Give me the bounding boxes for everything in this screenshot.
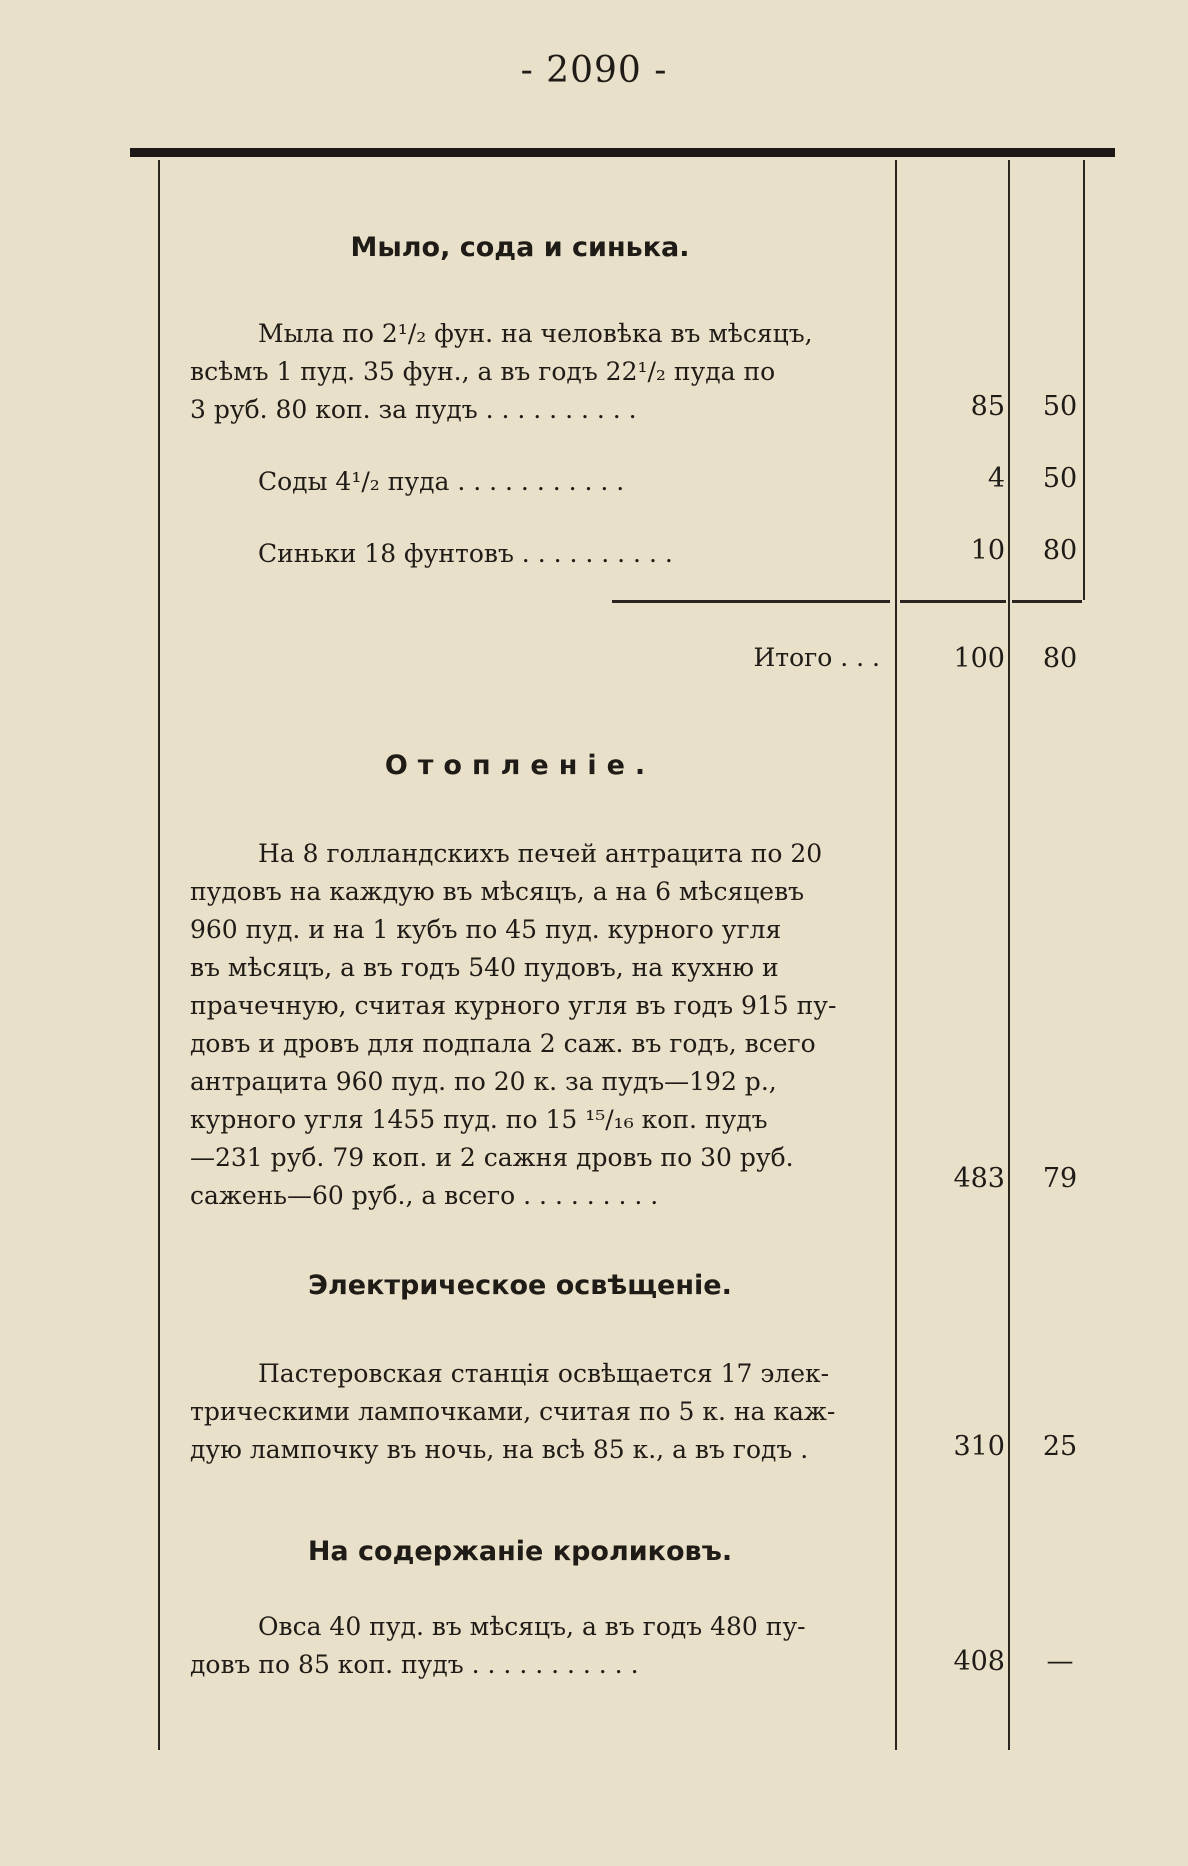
soap-item-2-text: Соды 4¹/₂ пуда . . . . . . . . . . .	[258, 467, 625, 496]
page-number: - 2090 -	[520, 50, 668, 91]
subtotal-rule-rub	[900, 600, 1006, 603]
heating-rub: 483	[953, 1163, 1005, 1194]
lighting-kop: 25	[1042, 1431, 1078, 1462]
section-title-soap: Мыло, сода и синька.	[350, 232, 690, 263]
section-title-lighting: Электрическое освѣщеніе.	[308, 1270, 732, 1301]
soap-item-2-rub: 4	[987, 463, 1005, 494]
soap-item-1-kop: 50	[1042, 391, 1078, 422]
rub-column-right-border	[1008, 160, 1010, 1750]
soap-item-1-text: Мыла по 2¹/₂ фун. на человѣка въ мѣсяцъ, всѣмъ 1 пуд. 35 фун., а въ годъ 22¹/₂ пуда по 3 руб. 80 коп. за пудъ . . . . . . . . . .	[190, 319, 813, 424]
section-title-rabbits: На содержаніе кроликовъ.	[307, 1536, 733, 1567]
section-title-heating: Отопленіе.	[384, 750, 656, 781]
soap-item-3-kop: 80	[1042, 535, 1078, 566]
subtotal-rule	[612, 600, 890, 603]
rabbits-text: Овса 40 пуд. въ мѣсяцъ, а въ годъ 480 пу- довъ по 85 коп. пудъ . . . . . . . . . . .	[190, 1612, 806, 1679]
rabbits-rub: 408	[953, 1646, 1005, 1677]
soap-item-1-rub: 85	[970, 391, 1005, 422]
lighting-rub: 310	[953, 1431, 1005, 1462]
heating-text: На 8 голландскихъ печей антрацита по 20 пудовъ на каждую въ мѣсяцъ, а на 6 мѣсяцевъ 960 пуд. и на 1 кубъ по 45 пуд. курного угля въ мѣсяцъ, а въ годъ 540 пудовъ, на кухню и прачечную, считая курного угля въ годъ 915 пу- довъ и дровъ для подпала 2 саж. въ годъ, всего антрацита 960 пуд. по 20 к. за пудъ—192 р., курного угля 1455 пуд. по 15 ¹⁵/₁₆ коп. пудъ —231 руб. 79 коп. и 2 сажня дровъ по 30 руб. сажень—60 руб., а всего . . . . . . . . .	[190, 839, 837, 1210]
left-border	[158, 160, 160, 1750]
rub-column-left-border	[895, 160, 897, 1750]
soap-item-3-rub: 10	[970, 535, 1005, 566]
soap-item-2-kop: 50	[1042, 463, 1078, 494]
soap-total-kop: 80	[1042, 643, 1078, 674]
right-border	[1083, 160, 1085, 600]
soap-item-3-text: Синьки 18 фунтовъ . . . . . . . . . .	[258, 539, 673, 568]
rabbits-kop: —	[1046, 1646, 1074, 1677]
top-rule	[130, 148, 1115, 157]
lighting-text: Пастеровская станція освѣщается 17 элек- трическими лампочками, считая по 5 к. на каж- дую лампочку въ ночь, на всѣ 85 к., а въ годъ .	[190, 1359, 836, 1464]
soap-total-rub: 100	[953, 643, 1005, 674]
heating-kop: 79	[1042, 1163, 1078, 1194]
soap-total-label: Итого . . .	[753, 643, 880, 672]
subtotal-rule-kop	[1012, 600, 1082, 603]
